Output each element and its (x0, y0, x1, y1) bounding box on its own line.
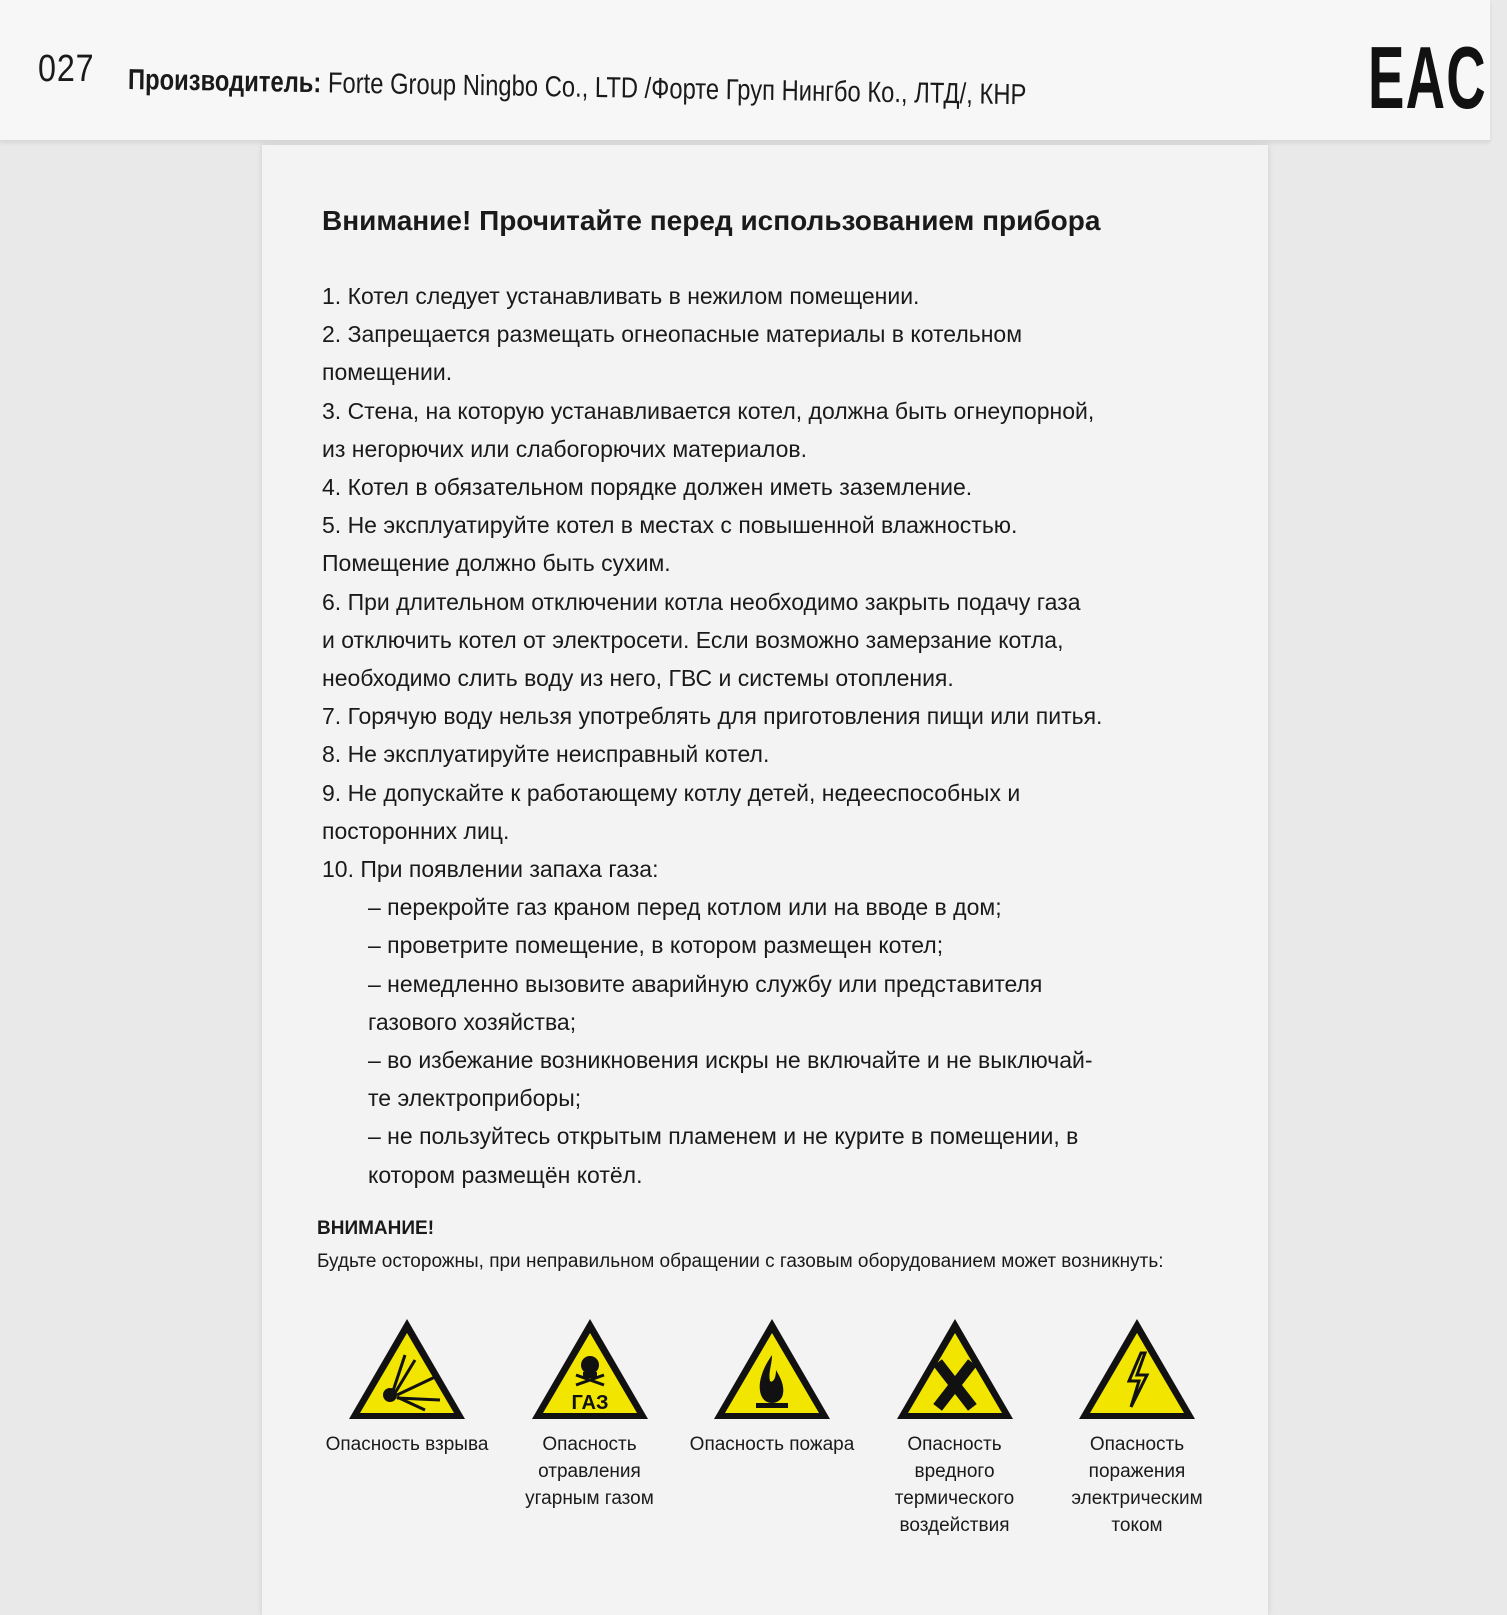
instruction-line: 4. Котел в обязательном порядке должен иметь заземление. (322, 474, 973, 501)
instruction-line: из негорючих или слабогорючих материалов. (322, 435, 807, 462)
sign-gas-text: ГАЗ (570, 1392, 609, 1414)
instruction-line: – не пользуйтесь открытым пламенем и не курите в помещении, в (368, 1123, 1079, 1150)
instruction-line: и отключить котел от электросети. Если возможно замерзание котла, (322, 626, 1064, 653)
fire-hazard-icon (710, 1315, 834, 1423)
instruction-line: котором размещён котёл. (368, 1161, 643, 1188)
instruction-line: 8. Не эксплуатируйте неисправный котел. (322, 741, 770, 768)
instruction-line: 9. Не допускайте к работающему котлу детей, недееспособных и (322, 779, 1021, 806)
instruction-line: – немедленно вызовите аварийную службу или представителя (368, 970, 1043, 997)
warning-text: Будьте осторожны, при неправильном обращении с газовым оборудованием может возникнуть: (317, 1251, 1164, 1272)
warning-heading: ВНИМАНИЕ! (317, 1218, 435, 1239)
instruction-line: 1. Котел следует устанавливать в нежилом помещении. (322, 283, 920, 309)
hazard-sign (322, 1315, 492, 1539)
hazard-sign-label: Опасность поражения электрическим током (1071, 1434, 1203, 1536)
manufacturer-line (128, 64, 1027, 112)
hazard-sign (505, 1315, 675, 1539)
eac-mark: EAC (1368, 28, 1487, 127)
instruction-line: 6. При длительном отключении котла необходимо закрыть подачу газа (322, 588, 1081, 615)
gas-poisoning-hazard-icon (528, 1315, 652, 1423)
instruction-line: 5. Не эксплуатируйте котел в местах с повышенной влажностью. (322, 512, 1018, 539)
hazard-sign (687, 1315, 857, 1539)
hazard-sign (1052, 1315, 1222, 1539)
instruction-line: те электроприборы; (368, 1085, 582, 1112)
instruction-line: – перекройте газ краном перед котлом или на вводе в дом; (368, 894, 1002, 921)
hazard-sign-label: Опасность взрыва (325, 1434, 489, 1455)
manufacturer-value: Forte Group Ningbo Co., LTD /Форте Груп Нингбо Ко., ЛТД/, КНР (327, 67, 1027, 112)
instruction-line: 10. При появлении запаха газа: (322, 856, 659, 883)
instruction-line: 3. Стена, на которую устанавливается котел, должна быть огнеупорной, (322, 397, 1095, 424)
safety-instructions-card (262, 145, 1268, 1615)
instruction-line: газового хозяйства; (368, 1008, 577, 1035)
electric-shock-hazard-icon (1075, 1315, 1199, 1423)
instruction-list (322, 277, 1222, 1194)
hazard-signs (322, 1315, 1222, 1539)
instruction-line: Помещение должно быть сухим. (322, 550, 671, 577)
harmful-thermal-hazard-icon (893, 1315, 1017, 1423)
instruction-line: необходимо слить воду из него, ГВС и системы отопления. (322, 665, 954, 692)
instruction-line: посторонних лиц. (322, 817, 510, 844)
instruction-line: – проветрите помещение, в котором размещен котел; (368, 932, 944, 959)
hazard-sign-label: Опасность отравления угарным газом (525, 1434, 654, 1509)
product-label-strip (0, 0, 1490, 141)
hazard-sign-label: Опасность пожара (689, 1434, 855, 1455)
instruction-line: 7. Горячую воду нельзя употреблять для приготовления пищи или питья. (322, 703, 1103, 730)
instruction-line: 2. Запрещается размещать огнеопасные материалы в котельном (322, 321, 1023, 348)
instruction-line: – во избежание возникновения искры не включайте и не выключай- (368, 1047, 1093, 1074)
product-code: 027 (38, 48, 95, 90)
manufacturer-label: Производитель: (127, 64, 322, 100)
hazard-sign-label: Опасность вредного термического воздействия (894, 1434, 1015, 1536)
explosion-hazard-icon (345, 1315, 469, 1423)
instruction-line: помещении. (322, 359, 453, 386)
card-title: Внимание! Прочитайте перед использованием прибора (322, 205, 1101, 236)
hazard-sign (870, 1315, 1040, 1539)
